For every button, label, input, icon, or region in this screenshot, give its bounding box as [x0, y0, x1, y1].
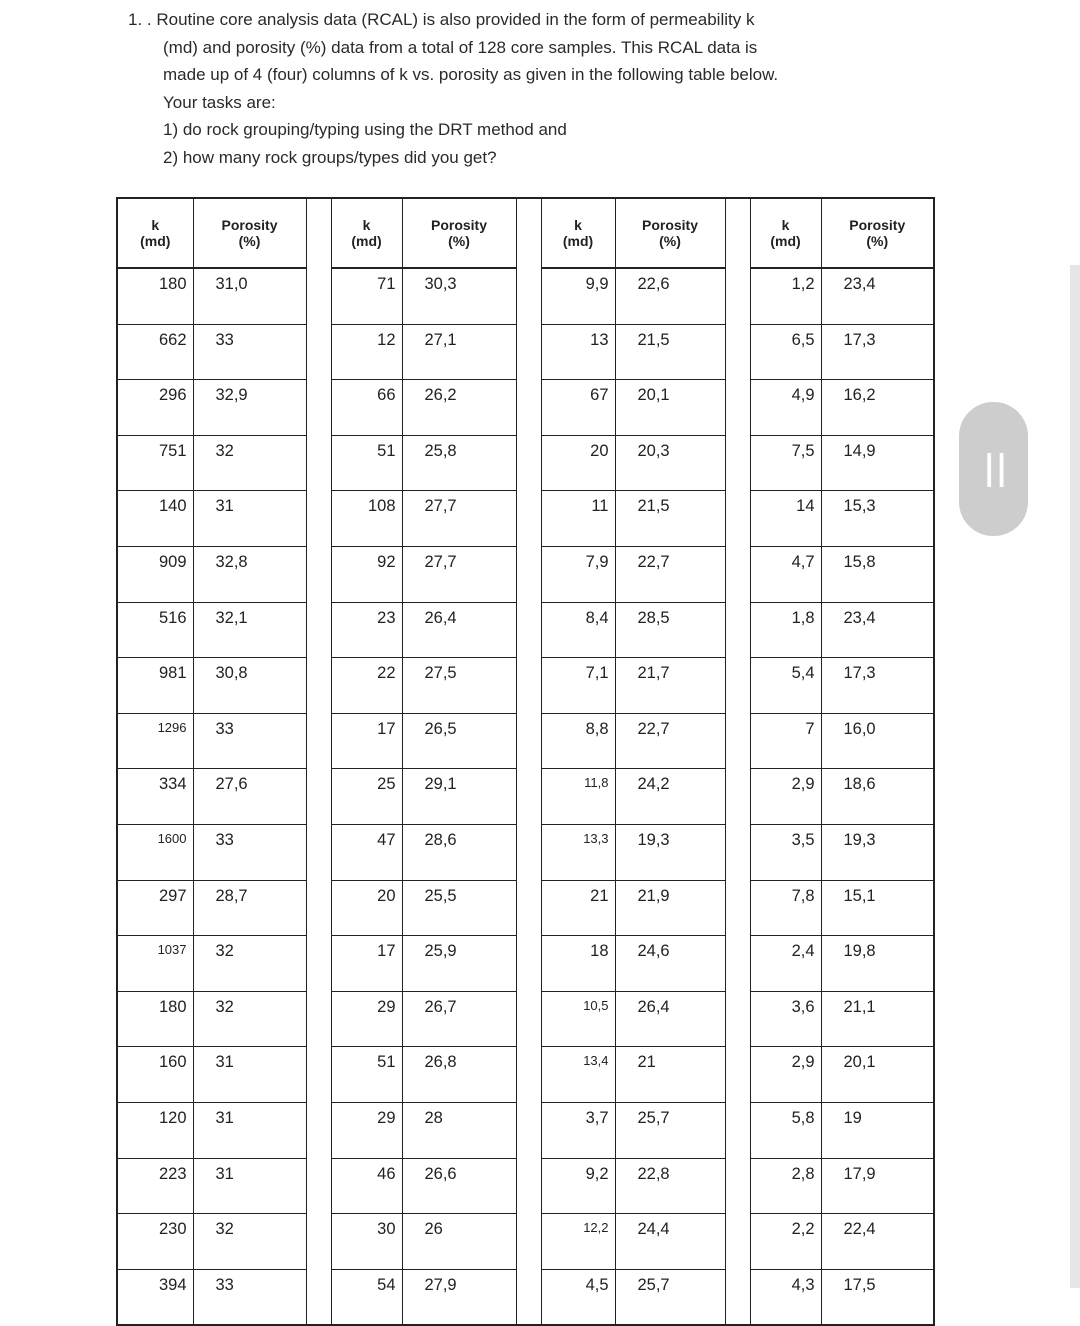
porosity-cell: 28: [402, 1102, 516, 1158]
k-cell: 46: [331, 1158, 402, 1214]
column-separator: [306, 380, 331, 436]
porosity-cell: 27,1: [402, 324, 516, 380]
k-cell: 18: [541, 936, 615, 992]
porosity-cell: 32: [193, 1214, 306, 1270]
porosity-cell: 25,5: [402, 880, 516, 936]
porosity-cell: 25,8: [402, 435, 516, 491]
column-separator: [516, 1047, 541, 1103]
porosity-cell: 31,0: [193, 268, 306, 324]
column-separator: [516, 268, 541, 324]
column-separator: [306, 546, 331, 602]
porosity-cell: 19,3: [615, 824, 725, 880]
porosity-cell: 27,5: [402, 658, 516, 714]
column-separator: [516, 546, 541, 602]
table-row: [117, 268, 934, 324]
column-separator: [725, 713, 750, 769]
k-cell: 662: [117, 324, 193, 380]
question-line-4: Your tasks are:: [163, 92, 276, 112]
column-separator: [516, 491, 541, 547]
k-cell: 66: [331, 380, 402, 436]
table-row: [117, 1214, 934, 1270]
column-separator: [306, 769, 331, 825]
porosity-cell: 27,7: [402, 546, 516, 602]
table-row: [117, 880, 934, 936]
column-separator: [306, 936, 331, 992]
porosity-cell: 25,7: [615, 1269, 725, 1325]
question-line-1: 1. . Routine core analysis data (RCAL) is also provided in the form of permeability k: [128, 10, 755, 29]
porosity-cell: 32,9: [193, 380, 306, 436]
k-cell: 51: [331, 1047, 402, 1103]
k-cell: 22: [331, 658, 402, 714]
porosity-cell: 28,6: [402, 824, 516, 880]
column-separator: [725, 880, 750, 936]
column-separator: [516, 435, 541, 491]
header-porosity-2: Porosity (%): [402, 198, 516, 268]
column-separator: [306, 1269, 331, 1325]
column-separator: [725, 324, 750, 380]
rcal-table-container: [116, 197, 933, 1294]
column-separator: [306, 1158, 331, 1214]
porosity-cell: 22,8: [615, 1158, 725, 1214]
k-cell: 71: [331, 268, 402, 324]
porosity-cell: 19,8: [821, 936, 934, 992]
column-separator: [306, 268, 331, 324]
column-separator: [516, 713, 541, 769]
table-row: [117, 769, 934, 825]
k-cell: 13,4: [541, 1047, 615, 1103]
k-cell: 8,4: [541, 602, 615, 658]
question-line-2: (md) and porosity (%) data from a total of 128 core samples. This RCAL data is: [163, 37, 758, 57]
porosity-cell: 21,9: [615, 880, 725, 936]
table-row: [117, 380, 934, 436]
column-separator: [725, 1102, 750, 1158]
k-cell: 2,9: [750, 1047, 821, 1103]
k-cell: 297: [117, 880, 193, 936]
k-cell: 7,1: [541, 658, 615, 714]
column-separator: [516, 824, 541, 880]
k-cell: 2,9: [750, 769, 821, 825]
table-row: [117, 1102, 934, 1158]
porosity-cell: 32: [193, 435, 306, 491]
porosity-cell: 33: [193, 713, 306, 769]
porosity-cell: 24,4: [615, 1214, 725, 1270]
column-separator: [725, 546, 750, 602]
column-separator: [725, 936, 750, 992]
column-separator: [306, 824, 331, 880]
k-cell: 13: [541, 324, 615, 380]
k-cell: 3,7: [541, 1102, 615, 1158]
k-cell: 2,4: [750, 936, 821, 992]
column-separator: [516, 1158, 541, 1214]
porosity-cell: 17,9: [821, 1158, 934, 1214]
column-separator: [516, 936, 541, 992]
k-cell: 17: [331, 936, 402, 992]
porosity-cell: 31: [193, 491, 306, 547]
k-cell: 25: [331, 769, 402, 825]
k-cell: 13,3: [541, 824, 615, 880]
question-task-1: 1) do rock grouping/typing using the DRT method and: [163, 120, 567, 139]
question-task-2: 2) how many rock groups/types did you get?: [163, 147, 497, 167]
table-row: [117, 602, 934, 658]
k-cell: 2,8: [750, 1158, 821, 1214]
porosity-cell: 26,4: [402, 602, 516, 658]
column-separator: [306, 324, 331, 380]
k-cell: 8,8: [541, 713, 615, 769]
table-row: [117, 324, 934, 380]
k-cell: 4,5: [541, 1269, 615, 1325]
column-separator: [306, 491, 331, 547]
column-separator: [725, 1214, 750, 1270]
k-cell: 9,9: [541, 268, 615, 324]
porosity-cell: 17,3: [821, 324, 934, 380]
k-cell: 17: [331, 713, 402, 769]
porosity-cell: 30,3: [402, 268, 516, 324]
k-cell: 516: [117, 602, 193, 658]
porosity-cell: 28,5: [615, 602, 725, 658]
column-separator: [516, 991, 541, 1047]
column-separator: [725, 602, 750, 658]
column-separator: [725, 1047, 750, 1103]
k-cell: 3,5: [750, 824, 821, 880]
table-row: [117, 936, 934, 992]
porosity-cell: 26,5: [402, 713, 516, 769]
porosity-cell: 33: [193, 1269, 306, 1325]
k-cell: 7: [750, 713, 821, 769]
question-text: [128, 6, 928, 171]
k-cell: 9,2: [541, 1158, 615, 1214]
k-cell: 334: [117, 769, 193, 825]
header-k-1: k (md): [117, 198, 193, 268]
porosity-cell: 16,0: [821, 713, 934, 769]
porosity-cell: 25,7: [615, 1102, 725, 1158]
column-separator: [516, 658, 541, 714]
porosity-cell: 22,6: [615, 268, 725, 324]
k-cell: 4,7: [750, 546, 821, 602]
k-cell: 12: [331, 324, 402, 380]
k-cell: 1296: [117, 713, 193, 769]
column-separator: [725, 268, 750, 324]
k-cell: 20: [331, 880, 402, 936]
k-cell: 1,2: [750, 268, 821, 324]
table-row: [117, 658, 934, 714]
porosity-cell: 31: [193, 1102, 306, 1158]
scroll-handle[interactable]: [959, 402, 1028, 536]
k-cell: 11: [541, 491, 615, 547]
table-row: [117, 1158, 934, 1214]
porosity-cell: 27,7: [402, 491, 516, 547]
rcal-table: [116, 197, 935, 1326]
k-cell: 92: [331, 546, 402, 602]
column-separator: [725, 1269, 750, 1325]
header-k-2: k (md): [331, 198, 402, 268]
table-row: [117, 546, 934, 602]
porosity-cell: 31: [193, 1047, 306, 1103]
column-separator: [725, 198, 750, 268]
column-separator: [725, 435, 750, 491]
porosity-cell: 28,7: [193, 880, 306, 936]
porosity-cell: 21,7: [615, 658, 725, 714]
k-cell: 67: [541, 380, 615, 436]
porosity-cell: 23,4: [821, 268, 934, 324]
k-cell: 29: [331, 1102, 402, 1158]
porosity-cell: 27,9: [402, 1269, 516, 1325]
header-porosity-4: Porosity (%): [821, 198, 934, 268]
k-cell: 140: [117, 491, 193, 547]
column-separator: [516, 198, 541, 268]
porosity-cell: 22,4: [821, 1214, 934, 1270]
header-porosity-1: Porosity (%): [193, 198, 306, 268]
column-separator: [725, 769, 750, 825]
page-scrollbar-track[interactable]: [1070, 265, 1080, 1288]
question-line-3: made up of 4 (four) columns of k vs. porosity as given in the following table below.: [163, 65, 779, 84]
table-body: [117, 268, 934, 1325]
column-separator: [306, 880, 331, 936]
k-cell: 223: [117, 1158, 193, 1214]
column-separator: [725, 824, 750, 880]
column-separator: [725, 491, 750, 547]
k-cell: 4,3: [750, 1269, 821, 1325]
porosity-cell: 21,5: [615, 324, 725, 380]
k-cell: 120: [117, 1102, 193, 1158]
table-row: [117, 1269, 934, 1325]
porosity-cell: 21,5: [615, 491, 725, 547]
porosity-cell: 26,6: [402, 1158, 516, 1214]
header-k-4: k (md): [750, 198, 821, 268]
column-separator: [306, 713, 331, 769]
header-porosity-3: Porosity (%): [615, 198, 725, 268]
table-row: [117, 491, 934, 547]
table-row: [117, 713, 934, 769]
table-row: [117, 435, 934, 491]
k-cell: 296: [117, 380, 193, 436]
porosity-cell: 20,1: [615, 380, 725, 436]
k-cell: 30: [331, 1214, 402, 1270]
porosity-cell: 27,6: [193, 769, 306, 825]
porosity-cell: 17,5: [821, 1269, 934, 1325]
porosity-cell: 26,2: [402, 380, 516, 436]
table-header-row: [117, 198, 934, 268]
k-cell: 1,8: [750, 602, 821, 658]
porosity-cell: 15,8: [821, 546, 934, 602]
porosity-cell: 26,4: [615, 991, 725, 1047]
porosity-cell: 32,8: [193, 546, 306, 602]
column-separator: [725, 991, 750, 1047]
k-cell: 12,2: [541, 1214, 615, 1270]
porosity-cell: 26,8: [402, 1047, 516, 1103]
column-separator: [306, 1047, 331, 1103]
porosity-cell: 21,1: [821, 991, 934, 1047]
porosity-cell: 33: [193, 824, 306, 880]
porosity-cell: 18,6: [821, 769, 934, 825]
porosity-cell: 29,1: [402, 769, 516, 825]
k-cell: 5,4: [750, 658, 821, 714]
table-row: [117, 824, 934, 880]
porosity-cell: 15,3: [821, 491, 934, 547]
porosity-cell: 19,3: [821, 824, 934, 880]
k-cell: 2,2: [750, 1214, 821, 1270]
k-cell: 51: [331, 435, 402, 491]
k-cell: 5,8: [750, 1102, 821, 1158]
column-separator: [516, 602, 541, 658]
k-cell: 230: [117, 1214, 193, 1270]
porosity-cell: 32: [193, 991, 306, 1047]
column-separator: [516, 880, 541, 936]
k-cell: 7,5: [750, 435, 821, 491]
column-separator: [306, 1214, 331, 1270]
porosity-cell: 30,8: [193, 658, 306, 714]
porosity-cell: 19: [821, 1102, 934, 1158]
column-separator: [516, 1269, 541, 1325]
k-cell: 1037: [117, 936, 193, 992]
porosity-cell: 25,9: [402, 936, 516, 992]
k-cell: 7,9: [541, 546, 615, 602]
column-separator: [516, 1102, 541, 1158]
porosity-cell: 24,6: [615, 936, 725, 992]
k-cell: 6,5: [750, 324, 821, 380]
column-separator: [306, 991, 331, 1047]
k-cell: 909: [117, 546, 193, 602]
k-cell: 11,8: [541, 769, 615, 825]
k-cell: 751: [117, 435, 193, 491]
porosity-cell: 24,2: [615, 769, 725, 825]
porosity-cell: 14,9: [821, 435, 934, 491]
k-cell: 23: [331, 602, 402, 658]
header-k-3: k (md): [541, 198, 615, 268]
porosity-cell: 26: [402, 1214, 516, 1270]
k-cell: 21: [541, 880, 615, 936]
porosity-cell: 17,3: [821, 658, 934, 714]
table-row: [117, 1047, 934, 1103]
column-separator: [516, 380, 541, 436]
column-separator: [516, 1214, 541, 1270]
porosity-cell: 33: [193, 324, 306, 380]
column-separator: [306, 198, 331, 268]
porosity-cell: 26,7: [402, 991, 516, 1047]
k-cell: 981: [117, 658, 193, 714]
porosity-cell: 22,7: [615, 546, 725, 602]
k-cell: 54: [331, 1269, 402, 1325]
k-cell: 10,5: [541, 991, 615, 1047]
k-cell: 7,8: [750, 880, 821, 936]
porosity-cell: 21: [615, 1047, 725, 1103]
column-separator: [306, 658, 331, 714]
column-separator: [725, 380, 750, 436]
column-separator: [306, 1102, 331, 1158]
column-separator: [516, 324, 541, 380]
k-cell: 394: [117, 1269, 193, 1325]
porosity-cell: 32,1: [193, 602, 306, 658]
porosity-cell: 31: [193, 1158, 306, 1214]
column-separator: [306, 602, 331, 658]
k-cell: 14: [750, 491, 821, 547]
column-separator: [306, 435, 331, 491]
column-separator: [725, 1158, 750, 1214]
pause-bars-icon: ||: [983, 448, 1008, 488]
k-cell: 3,6: [750, 991, 821, 1047]
column-separator: [725, 658, 750, 714]
porosity-cell: 22,7: [615, 713, 725, 769]
k-cell: 4,9: [750, 380, 821, 436]
k-cell: 180: [117, 268, 193, 324]
k-cell: 180: [117, 991, 193, 1047]
k-cell: 160: [117, 1047, 193, 1103]
k-cell: 47: [331, 824, 402, 880]
k-cell: 20: [541, 435, 615, 491]
porosity-cell: 15,1: [821, 880, 934, 936]
porosity-cell: 16,2: [821, 380, 934, 436]
k-cell: 108: [331, 491, 402, 547]
k-cell: 1600: [117, 824, 193, 880]
porosity-cell: 32: [193, 936, 306, 992]
porosity-cell: 23,4: [821, 602, 934, 658]
column-separator: [516, 769, 541, 825]
table-row: [117, 991, 934, 1047]
k-cell: 29: [331, 991, 402, 1047]
porosity-cell: 20,1: [821, 1047, 934, 1103]
porosity-cell: 20,3: [615, 435, 725, 491]
